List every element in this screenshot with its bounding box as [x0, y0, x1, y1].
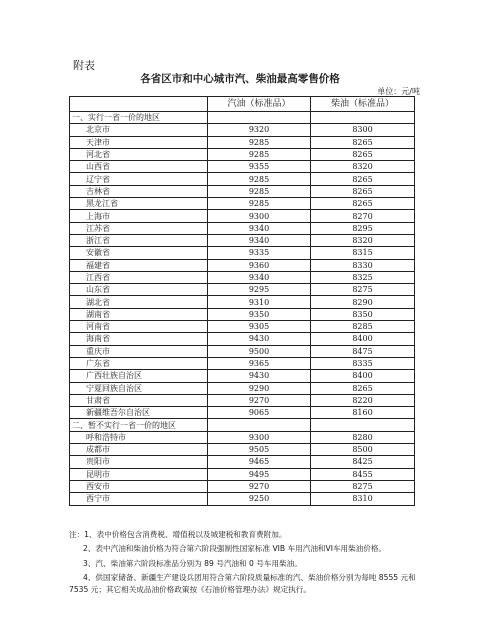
diesel-price: 8290 — [311, 296, 415, 308]
diesel-price: 8320 — [311, 161, 415, 173]
diesel-price: 8400 — [311, 333, 415, 345]
region-name: 上海市 — [70, 210, 208, 222]
gasoline-price: 9295 — [208, 284, 311, 296]
region-name: 江苏省 — [70, 222, 208, 234]
table-row — [70, 456, 415, 468]
header-region-cell — [70, 97, 208, 112]
diesel-price: 8285 — [311, 321, 415, 333]
table-row — [70, 370, 415, 382]
gasoline-price: 9270 — [208, 394, 311, 406]
gasoline-price: 9300 — [208, 210, 311, 222]
empty-cell — [208, 112, 311, 124]
table-row — [70, 198, 415, 210]
table-row — [70, 357, 415, 369]
gasoline-price: 9430 — [208, 370, 311, 382]
region-name: 呼和浩特市 — [70, 431, 208, 443]
region-name: 重庆市 — [70, 345, 208, 357]
table-row — [70, 161, 415, 173]
region-name: 湖北省 — [70, 296, 208, 308]
table-row — [70, 185, 415, 197]
region-name: 甘肃省 — [70, 394, 208, 406]
gasoline-price: 9430 — [208, 333, 311, 345]
gasoline-price: 9285 — [208, 198, 311, 210]
table-row — [70, 480, 415, 492]
region-name: 新疆维吾尔自治区 — [70, 407, 208, 419]
region-name: 宁夏回族自治区 — [70, 382, 208, 394]
table-row — [70, 210, 415, 222]
gasoline-price: 9285 — [208, 148, 311, 160]
empty-cell — [208, 419, 311, 431]
gasoline-price: 9495 — [208, 468, 311, 480]
gasoline-price: 9270 — [208, 480, 311, 492]
region-name: 西宁市 — [70, 493, 208, 505]
header-diesel: 柴油（标准品） — [311, 97, 415, 112]
region-name: 江西省 — [70, 271, 208, 283]
gasoline-price: 9250 — [208, 493, 311, 505]
table-row — [70, 136, 415, 148]
table-row — [70, 444, 415, 456]
region-name: 辽宁省 — [70, 173, 208, 185]
region-name: 北京市 — [70, 124, 208, 136]
diesel-price: 8275 — [311, 284, 415, 296]
gasoline-price: 9340 — [208, 222, 311, 234]
diesel-price: 8160 — [311, 407, 415, 419]
diesel-price: 8400 — [311, 370, 415, 382]
diesel-price: 8265 — [311, 173, 415, 185]
diesel-price: 8295 — [311, 222, 415, 234]
section-label: 二、暂不实行一省一价的地区 — [70, 419, 208, 431]
notes-section — [69, 529, 419, 598]
gasoline-price: 9340 — [208, 234, 311, 246]
note-1: 注：1、表中价格包含消费税、增值税以及城建税和教育费附加。 — [69, 530, 287, 539]
table-row — [70, 321, 415, 333]
table-row — [70, 148, 415, 160]
diesel-price: 8275 — [311, 480, 415, 492]
diesel-price: 8500 — [311, 444, 415, 456]
table-row — [70, 468, 415, 480]
note-2: 2、表中汽油和柴油价格为符合第六阶段强制性国家标准 VIB 车用汽油和VI车用柴油价格。 — [83, 544, 387, 554]
diesel-price: 8315 — [311, 247, 415, 259]
diesel-price: 8265 — [311, 185, 415, 197]
table-row — [70, 407, 415, 419]
table-row — [70, 234, 415, 246]
gasoline-price: 9065 — [208, 407, 311, 419]
gasoline-price: 9340 — [208, 271, 311, 283]
region-name: 广西壮族自治区 — [70, 370, 208, 382]
gasoline-price: 9350 — [208, 308, 311, 320]
document-title: 各省区市和中心城市汽、柴油最高零售价格 — [140, 73, 340, 85]
region-name: 黑龙江省 — [70, 198, 208, 210]
diesel-price: 8325 — [311, 271, 415, 283]
region-name: 安徽省 — [70, 247, 208, 259]
diesel-price: 8265 — [311, 382, 415, 394]
region-name: 河南省 — [70, 321, 208, 333]
diesel-price: 8300 — [311, 124, 415, 136]
region-name: 山西省 — [70, 161, 208, 173]
section-row — [70, 419, 415, 431]
attachment-label: 附表 — [73, 59, 95, 72]
table-row — [70, 308, 415, 320]
region-name: 山东省 — [70, 284, 208, 296]
note-4: 4、供国家储备、新疆生产建设兵团用符合第六阶段质量标准的汽、柴油价格分别为每吨 8555 元和 7535 元；其它相关成品油价格政策按《石油价格管理办法》规定执行。 — [69, 573, 416, 594]
diesel-price: 8455 — [311, 468, 415, 480]
table-header-row — [70, 97, 415, 112]
gasoline-price: 9290 — [208, 382, 311, 394]
unit-label: 单位：元/吨 — [377, 87, 420, 96]
section-row — [70, 112, 415, 124]
diesel-price: 8425 — [311, 456, 415, 468]
gasoline-price: 9335 — [208, 247, 311, 259]
gasoline-price: 9310 — [208, 296, 311, 308]
table-row — [70, 394, 415, 406]
region-name: 天津市 — [70, 136, 208, 148]
empty-cell — [311, 419, 415, 431]
diesel-price: 8350 — [311, 308, 415, 320]
region-name: 河北省 — [70, 148, 208, 160]
empty-cell — [311, 112, 415, 124]
region-name: 福建省 — [70, 259, 208, 271]
header-gasoline: 汽油（标准品） — [208, 97, 311, 112]
region-name: 吉林省 — [70, 185, 208, 197]
diesel-price: 8270 — [311, 210, 415, 222]
note-3: 3、汽、柴油第六阶段标准品分别为 89 号汽油和 0 号车用柴油。 — [83, 558, 302, 568]
gasoline-price: 9365 — [208, 357, 311, 369]
table-row — [70, 271, 415, 283]
diesel-price: 8330 — [311, 259, 415, 271]
diesel-price: 8335 — [311, 357, 415, 369]
table-row — [70, 431, 415, 443]
region-name: 湖南省 — [70, 308, 208, 320]
gasoline-price: 9465 — [208, 456, 311, 468]
table-row — [70, 124, 415, 136]
table-row — [70, 333, 415, 345]
region-name: 成都市 — [70, 444, 208, 456]
diesel-price: 8320 — [311, 234, 415, 246]
diesel-price: 8265 — [311, 136, 415, 148]
table-row — [70, 493, 415, 505]
gasoline-price: 9285 — [208, 136, 311, 148]
region-name: 广东省 — [70, 357, 208, 369]
table-row — [70, 382, 415, 394]
region-name: 贵阳市 — [70, 456, 208, 468]
gasoline-price: 9500 — [208, 345, 311, 357]
region-name: 浙江省 — [70, 234, 208, 246]
diesel-price: 8265 — [311, 198, 415, 210]
section-label: 一、实行一省一价的地区 — [70, 112, 208, 124]
gasoline-price: 9360 — [208, 259, 311, 271]
diesel-price: 8265 — [311, 148, 415, 160]
region-name: 昆明市 — [70, 468, 208, 480]
table-row — [70, 222, 415, 234]
region-name: 海南省 — [70, 333, 208, 345]
gasoline-price: 9320 — [208, 124, 311, 136]
gasoline-price: 9355 — [208, 161, 311, 173]
gasoline-price: 9305 — [208, 321, 311, 333]
table-row — [70, 259, 415, 271]
gasoline-price: 9285 — [208, 185, 311, 197]
price-table — [69, 96, 415, 506]
gasoline-price: 9300 — [208, 431, 311, 443]
table-row — [70, 345, 415, 357]
diesel-price: 8310 — [311, 493, 415, 505]
table-row — [70, 173, 415, 185]
table-row — [70, 296, 415, 308]
table-row — [70, 284, 415, 296]
table-row — [70, 247, 415, 259]
gasoline-price: 9285 — [208, 173, 311, 185]
gasoline-price: 9505 — [208, 444, 311, 456]
diesel-price: 8280 — [311, 431, 415, 443]
diesel-price: 8475 — [311, 345, 415, 357]
region-name: 西安市 — [70, 480, 208, 492]
diesel-price: 8220 — [311, 394, 415, 406]
